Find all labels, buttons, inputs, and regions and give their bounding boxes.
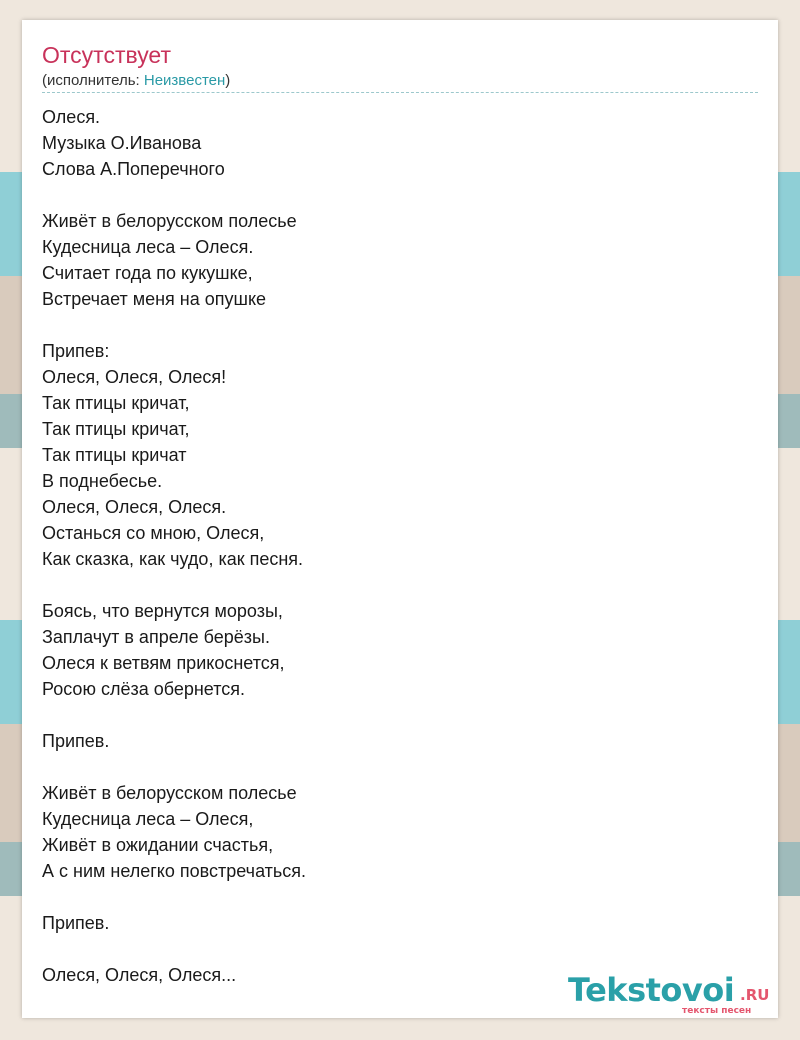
lyric-line: Так птицы кричат, <box>42 419 190 439</box>
lyric-line: Живёт в ожидании счастья, <box>42 835 274 855</box>
lyric-line: Росою слёза обернется. <box>42 679 246 699</box>
lyric-blank-line <box>42 936 306 962</box>
lyric-line: Припев. <box>42 913 110 933</box>
lyric-line: Считает года по кукушке, <box>42 263 253 283</box>
artist-line <box>42 72 230 89</box>
lyric-line: А с ним нелегко повстречаться. <box>42 861 307 881</box>
artist-link[interactable]: Неизвестен <box>143 72 226 89</box>
song-title: Отсутствует <box>42 42 171 68</box>
lyric-blank-line <box>42 884 306 910</box>
lyric-blank-line <box>42 702 306 728</box>
lyric-line: Припев: <box>42 341 110 361</box>
lyric-blank-line <box>42 572 306 598</box>
artist-suffix: ) <box>225 72 231 89</box>
logo-tagline: тексты песен <box>682 1006 752 1016</box>
logo-tld: .RU <box>740 986 770 1004</box>
lyric-line: Останься со мною, Олеся, <box>42 523 265 543</box>
site-logo[interactable] <box>568 972 778 1020</box>
lyric-line: Олеся, Олеся, Олеся! <box>42 367 227 387</box>
lyric-line: Живёт в белорусском полесье <box>42 211 297 231</box>
lyric-line: Боясь, что вернутся морозы, <box>42 601 283 621</box>
lyric-line: Музыка О.Иванова <box>42 133 202 153</box>
lyric-line: Заплачут в апреле берёзы. <box>42 627 270 647</box>
lyric-line: Олеся. <box>42 107 101 127</box>
lyric-line: Так птицы кричат <box>42 445 187 465</box>
lyric-blank-line <box>42 312 306 338</box>
lyric-line: Олеся к ветвям прикоснется, <box>42 653 285 673</box>
lyric-line: Олеся, Олеся, Олеся... <box>42 965 237 985</box>
lyric-line: Так птицы кричат, <box>42 393 190 413</box>
title-divider <box>42 92 758 93</box>
lyric-blank-line <box>42 182 306 208</box>
lyric-line: Кудесница леса – Олеся, <box>42 809 254 829</box>
lyric-line: Кудесница леса – Олеся. <box>42 237 254 257</box>
lyric-line: Как сказка, как чудо, как песня. <box>42 549 304 569</box>
logo-wordmark: Tekstovoi <box>568 971 735 1009</box>
lyric-line: Слова А.Поперечного <box>42 159 225 179</box>
lyric-line: Припев. <box>42 731 110 751</box>
lyrics-card <box>22 20 778 1018</box>
lyric-line: Живёт в белорусском полесье <box>42 783 297 803</box>
lyric-line: В поднебесье. <box>42 471 163 491</box>
artist-prefix: (исполнитель: <box>42 72 144 89</box>
lyric-line: Олеся, Олеся, Олеся. <box>42 497 227 517</box>
lyric-line: Встречает меня на опушке <box>42 289 267 309</box>
lyric-blank-line <box>42 754 306 780</box>
lyrics-text <box>42 104 306 988</box>
